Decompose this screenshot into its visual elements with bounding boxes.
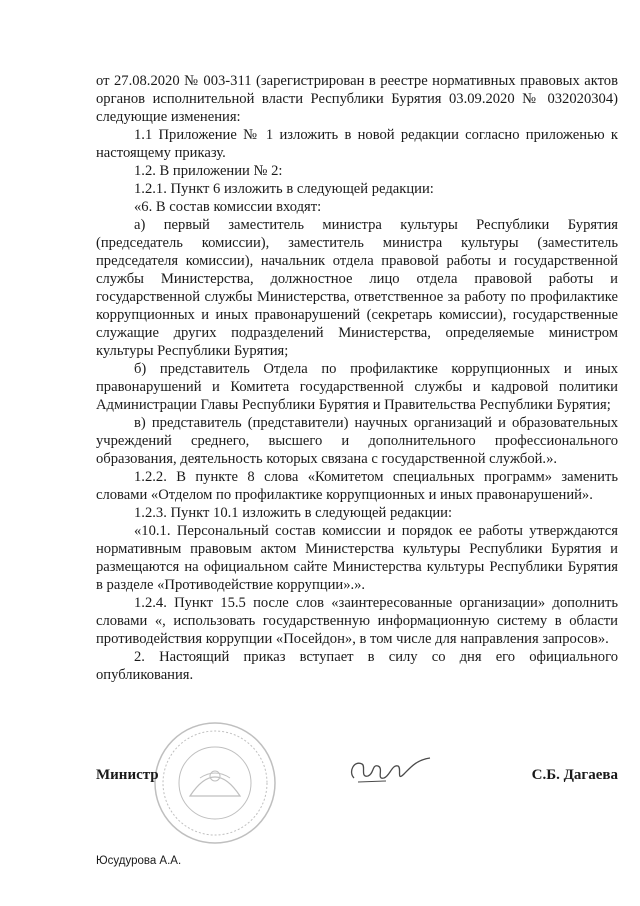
paragraph-1-2-3: 1.2.3. Пункт 10.1 изложить в следующей редакции: <box>134 505 453 521</box>
paragraph-clause-10-1: «10.1. Персональный состав комиссии и порядок ее работы утверждаются нормативным правовым актом Министерства культуры Республики Бурятия и размещаются на официальном сайте Министерства культуры Республики Бурятия в разделе «Противодействие коррупции».». <box>96 523 618 593</box>
paragraph-1-2-1: 1.2.1. Пункт 6 изложить в следующей редакции: <box>134 181 434 197</box>
paragraph-2: 2. Настоящий приказ вступает в силу со дня его официального опубликования. <box>96 649 618 683</box>
paragraph-item-v: в) представитель (представители) научных организаций и образовательных учреждений среднего, высшего и дополнительного профессионального образования, деятельность которых связана с государственной службой.». <box>96 415 618 467</box>
paragraph-item-a: а) первый заместитель министра культуры Республики Бурятия (председатель комиссии), заместитель министра культуры (заместитель председателя комиссии), начальник отдела правовой работы и государственной службы Министерства, должностное лицо отдела правовой работы и государственной службы Министерства, ответственное за работу по профилактике коррупционных и иных правонарушений (секретарь комиссии), государственные служащие других подразделений Министерства, определяемые министром культуры Республики Бурятия; <box>96 217 618 359</box>
executor-name: Юсудурова А.А. <box>96 855 182 867</box>
document-body <box>96 72 618 684</box>
signature-block <box>96 766 618 790</box>
handwritten-signature <box>346 752 436 792</box>
paragraph-1-2-2: 1.2.2. В пункте 8 слова «Комитетом специальных программ» заменить словами «Отделом по профилактике коррупционных и иных правонарушений». <box>96 469 618 503</box>
paragraph-clause-6: «6. В состав комиссии входят: <box>134 199 322 215</box>
paragraph-item-b: б) представитель Отдела по профилактике коррупционных и иных правонарушений и Комитета государственной службы и кадровой политики Администрации Главы Республики Бурятия и Правительства Республики Бурятия; <box>96 361 618 413</box>
paragraph-1-2: 1.2. В приложении № 2: <box>134 163 283 179</box>
signatory-title: Министр <box>96 767 159 783</box>
signatory-name: С.Б. Дагаева <box>531 767 618 783</box>
paragraph-1-1: 1.1 Приложение № 1 изложить в новой редакции согласно приложенью к настоящему приказу. <box>96 127 618 161</box>
paragraph-intro: от 27.08.2020 № 003-311 (зарегистрирован в реестре нормативных правовых актов органов исполнительной власти Республики Бурятия 03.09.2020 № 032020304) следующие изменения: <box>96 73 618 125</box>
paragraph-1-2-4: 1.2.4. Пункт 15.5 после слов «заинтересованные организации» дополнить словами «, использовать государственную информационную систему в области противодействия коррупции «Посейдон», в том числе для направления запросов». <box>96 595 618 647</box>
